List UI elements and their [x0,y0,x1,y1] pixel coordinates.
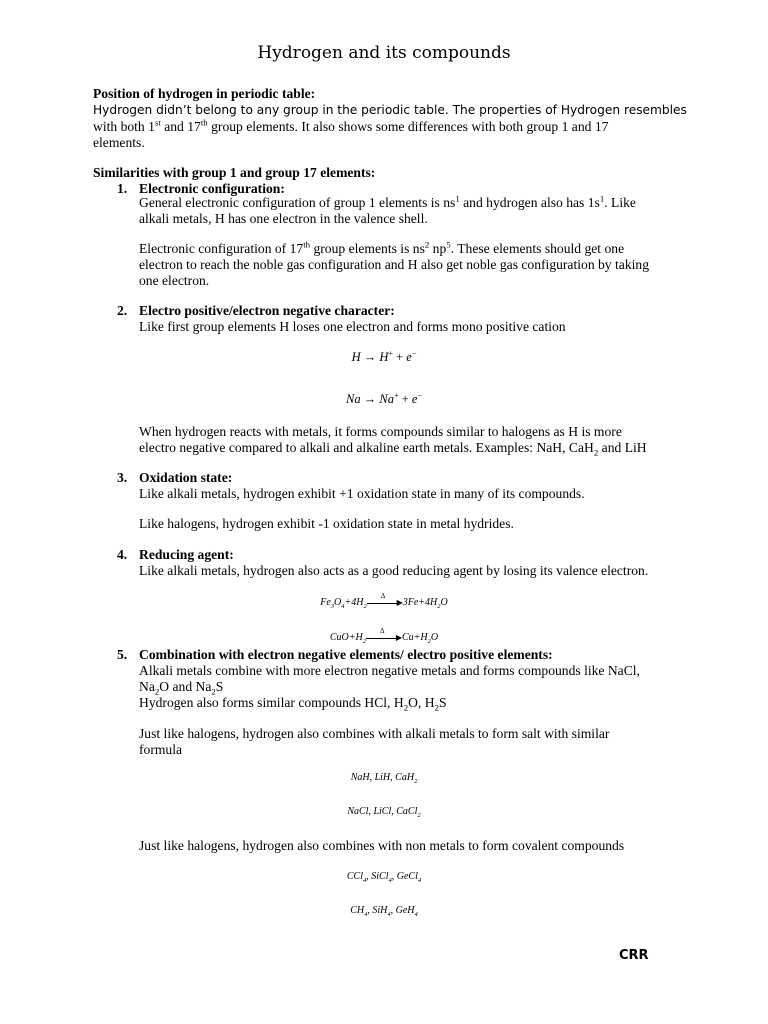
item-1-paragraph-1-line-2: alkali metals, H has one electron in the valence shell. [139,211,428,226]
position-line-1: Hydrogen didn’t belong to any group in the periodic table. The properties of Hydrogen resembles [93,103,687,117]
item-5-heading: Combination with electron negative elements/ electro positive elements: [139,647,553,662]
equation-copper-oxide-reduction: $CuO+H_2$ Δ ▶ $Cu+H_2O$ [329,626,439,645]
item-5-line-3: Hydrogen also forms similar compounds HCl, $H_2O$, $H_2S$ [139,695,447,713]
heating-arrow: Δ ▶ [366,633,402,643]
equation-hydrogen-ionization: H → H+ + e− [351,348,417,364]
item-2-line-1: Like first group elements H loses one electron and forms mono positive cation [139,319,566,334]
item-1-paragraph-1-line-1: General electronic configuration of group 1 elements is $ns^1$ and hydrogen also has $1s^1$. Like [139,193,636,210]
footer-initials: CRR [619,948,649,963]
item-2-number: 2. [117,303,128,318]
position-line-3: elements. [93,135,145,150]
item-5-line-2: $Na_2O$ and $Na_2S$ [139,679,224,697]
item-2-heading: Electro positive/electron negative character: [139,303,395,318]
item-1-heading: Electronic configuration: [139,181,285,196]
item-5-paragraph-3-line-1: Just like halogens, hydrogen also combines with non metals to form covalent compounds [139,838,625,853]
item-3-line-2: Like halogens, hydrogen exhibit -1 oxidation state in metal hydrides. [139,516,514,531]
item-3-number: 3. [117,470,128,485]
item-1-paragraph-2-line-3: one electron. [139,273,210,288]
item-3-heading: Oxidation state: [139,470,233,485]
section-heading-position: Position of hydrogen in periodic table: [93,86,316,101]
item-2-paragraph-2-line-1: When hydrogen reacts with metals, it forms compounds similar to halogens as H is more [139,424,622,439]
heating-arrow: Δ ▶ [367,598,403,608]
position-line-2: with both 1st and 17th group elements. It also shows some differences with both group 1 and 17 [93,117,609,134]
page-title: Hydrogen and its compounds [257,43,511,63]
item-3-line-1: Like alkali metals, hydrogen exhibit +1 oxidation state in many of its compounds. [139,486,585,501]
item-2-paragraph-2-line-2: electro negative compared to alkali and alkaline earth metals. Examples: NaH, CaH$_2$ and LiH [139,440,647,458]
item-1-paragraph-2-line-1: Electronic configuration of 17th group elements is $ns^2$ $np^5$. These elements should get one [139,239,625,256]
formula-tetrahydrides: $CH_4$, SiH$_4$, GeH$_4$ [350,905,418,918]
item-5-paragraph-2-line-1: Just like halogens, hydrogen also combines with alkali metals to form salt with similar [139,726,610,741]
equation-sodium-ionization: Na → Na+ + e− [346,390,422,406]
formula-chlorides: NaCl, LiCl, CaCl$_2$ [347,806,421,819]
item-5-paragraph-2-line-2: formula [139,742,183,757]
formula-tetrachlorides: CCl$_4$, SiCl$_4$, GeCl$_4$ [346,871,422,884]
item-4-heading: Reducing agent: [139,547,234,562]
section-heading-similarities: Similarities with group 1 and group 17 elements: [93,165,376,180]
item-5-line-1: Alkali metals combine with more electron negative metals and forms compounds like NaCl, [139,663,640,678]
equation-iron-oxide-reduction: $Fe_3O_4+4H_2$ Δ ▶ $3Fe+4H_2O$ [320,591,448,610]
item-4-number: 4. [117,547,128,562]
formula-hydrides: NaH, LiH, CaH$_2$ [350,772,418,785]
item-1-paragraph-2-line-2: electron to reach the noble gas configuration and H also get noble gas configuration by taking [139,257,649,272]
item-5-number: 5. [117,647,128,662]
item-4-line-1: Like alkali metals, hydrogen also acts as a good reducing agent by losing its valence electron. [139,563,649,578]
item-1-number: 1. [117,181,128,196]
